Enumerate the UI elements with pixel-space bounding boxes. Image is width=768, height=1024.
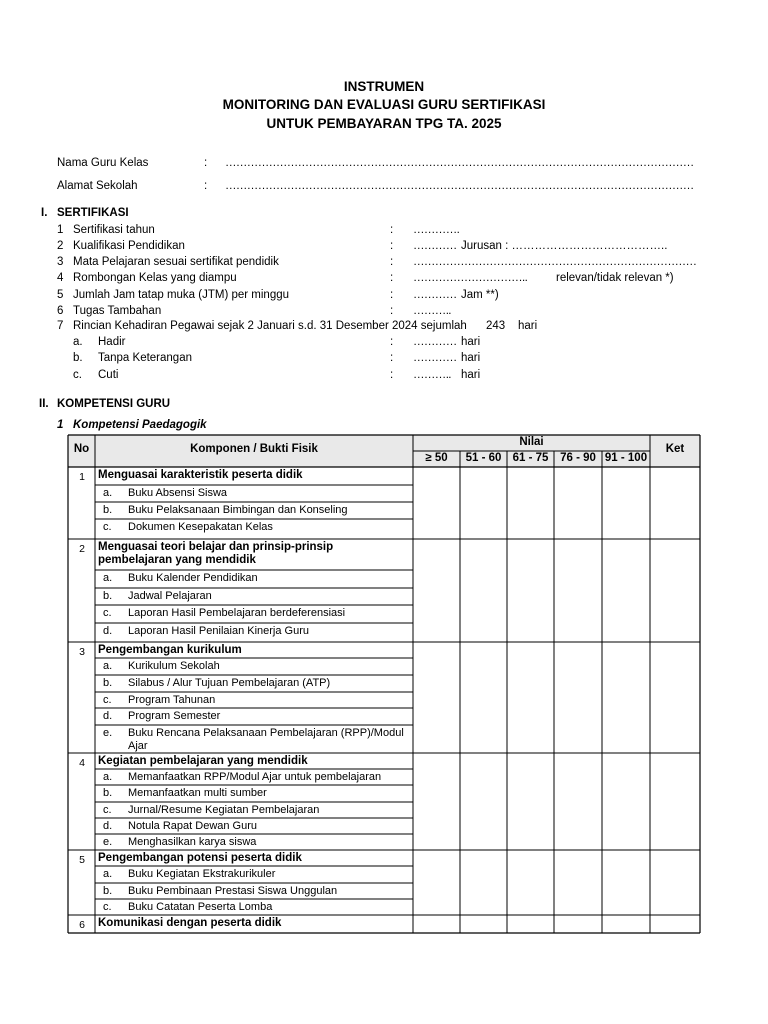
item-label: Tanpa Keterangan: [98, 352, 192, 364]
item-blank[interactable]: …………: [413, 336, 457, 348]
table-group-title: Komunikasi dengan peserta didik: [98, 917, 282, 929]
evidence-row: [103, 787, 411, 804]
item-label: Cuti: [98, 369, 119, 381]
item-colon: :: [390, 224, 394, 236]
section-number: I.: [41, 207, 48, 219]
item-number: 1: [57, 224, 64, 236]
item-blank[interactable]: ………..: [413, 305, 451, 317]
item-number: 4: [57, 272, 64, 284]
evidence-row: [103, 771, 411, 787]
evidence-row: [103, 868, 411, 885]
item-unit: hari: [461, 369, 481, 381]
header-ket: Ket: [665, 443, 685, 455]
evidence-label: Buku Rencana Pelaksanaan Pembelajaran (RPP)/Modul Ajar: [128, 727, 404, 752]
evidence-letter: e.: [103, 836, 113, 848]
header-no: No: [73, 443, 90, 455]
table-row-number: 1: [79, 471, 85, 483]
field-label: Alamat Sekolah: [57, 180, 138, 192]
evidence-row: [103, 836, 411, 852]
evidence-label: Buku Kegiatan Ekstrakurikuler: [128, 868, 276, 880]
evidence-label: Notula Rapat Dewan Guru: [128, 820, 258, 832]
header-nilai: Nilai: [519, 436, 544, 448]
header-range: 76 - 90: [560, 452, 596, 464]
evidence-label: Dokumen Kesepakatan Kelas: [128, 521, 273, 533]
table-group-title: Menguasai karakteristik peserta didik: [98, 469, 303, 481]
table-row-number: 4: [79, 757, 85, 769]
evidence-row: [103, 660, 411, 677]
evidence-label: Jurnal/Resume Kegiatan Pembelajaran: [128, 804, 320, 816]
section-title: SERTIFIKASI: [57, 207, 129, 219]
evidence-label: Program Tahunan: [128, 694, 216, 706]
item-label: Jumlah Jam tatap muka (JTM) per minggu: [73, 289, 290, 301]
header-range: 61 - 75: [512, 452, 549, 464]
evidence-letter: c.: [103, 804, 112, 816]
evidence-label: Program Semester: [128, 710, 221, 722]
evidence-row: [103, 727, 411, 756]
evidence-row: [103, 901, 411, 918]
evidence-row: [103, 590, 411, 607]
evidence-row: [103, 504, 411, 521]
item-letter: a.: [73, 336, 83, 348]
item-blank[interactable]: ………….: [413, 224, 460, 236]
table-group-title: Pengembangan potensi peserta didik: [98, 852, 302, 864]
field-colon: :: [204, 157, 208, 169]
item-colon: :: [390, 272, 394, 284]
evidence-row: [103, 804, 411, 820]
item-number: 5: [57, 289, 64, 301]
evidence-label: Laporan Hasil Penilaian Kinerja Guru: [128, 625, 309, 637]
subsection-number: 1: [57, 419, 64, 431]
field-blank[interactable]: …………………………………………………………………………………………………………………: [225, 180, 694, 192]
evidence-row: [103, 572, 411, 590]
item-number: 7: [57, 320, 64, 332]
header-range: 51 - 60: [465, 452, 502, 464]
item-number: 3: [57, 256, 64, 268]
document-subtitle-year: UNTUK PEMBAYARAN TPG TA. 2025: [266, 116, 502, 131]
evidence-label: Buku Pembinaan Prestasi Siswa Unggulan: [128, 885, 338, 897]
item-unit: Jam **): [461, 289, 499, 301]
evidence-letter: d.: [103, 820, 113, 832]
table-row-number: 5: [79, 854, 85, 866]
evidence-letter: b.: [103, 885, 113, 897]
header-range: ≥ 50: [425, 452, 448, 464]
table-group-title: Pengembangan kurikulum: [98, 644, 242, 656]
table-row-number: 6: [79, 919, 85, 931]
evidence-letter: a.: [103, 771, 113, 783]
item-unit: hari: [461, 352, 481, 364]
item-colon: :: [390, 336, 394, 348]
document-subtitle: MONITORING DAN EVALUASI GURU SERTIFIKASI: [222, 97, 546, 112]
item-number: 2: [57, 240, 64, 252]
field-blank[interactable]: …………………………………………………………………………………………………………………: [225, 157, 694, 169]
evidence-label: Memanfaatkan RPP/Modul Ajar untuk pembelajaran: [128, 771, 382, 783]
table-group-title: Kegiatan pembelajaran yang mendidik: [98, 755, 308, 767]
evidence-row: [103, 487, 411, 504]
evidence-row: [103, 521, 411, 539]
item-unit: hari: [461, 336, 481, 348]
table-row-number: 3: [79, 646, 85, 658]
item-colon: :: [390, 240, 394, 252]
evidence-letter: c.: [103, 901, 112, 913]
evidence-label: Jadwal Pelajaran: [128, 590, 212, 602]
table-group-title: Menguasai teori belajar dan prinsip-prinsip pembelajaran yang mendidik: [98, 541, 334, 566]
section-title: KOMPETENSI GURU: [57, 398, 171, 410]
item-colon: :: [390, 369, 394, 381]
evidence-letter: b.: [103, 590, 113, 602]
item-blank[interactable]: …………………………..: [413, 272, 528, 284]
evidence-label: Laporan Hasil Pembelajaran berdeferensiasi: [128, 607, 346, 619]
evidence-letter: b.: [103, 677, 113, 689]
evidence-letter: b.: [103, 787, 113, 799]
header-component: Komponen / Bukti Fisik: [190, 443, 318, 455]
item-letter: c.: [73, 369, 82, 381]
evidence-letter: b.: [103, 504, 113, 516]
item-letter: b.: [73, 352, 83, 364]
section-number: II.: [39, 398, 49, 410]
evidence-row: [103, 710, 411, 727]
evidence-row: [103, 607, 411, 625]
item-colon: :: [390, 352, 394, 364]
attendance-total-days: 243: [486, 320, 506, 332]
evidence-label: Menghasilkan karya siswa: [128, 836, 257, 848]
evidence-label: Kurikulum Sekolah: [128, 660, 220, 672]
item-blank[interactable]: …………: [413, 352, 457, 364]
item-colon: :: [390, 256, 394, 268]
item-blank[interactable]: …………: [413, 240, 457, 252]
evidence-letter: a.: [103, 660, 113, 672]
evidence-letter: c.: [103, 521, 112, 533]
item-unit: hari: [518, 320, 538, 332]
item-colon: :: [390, 305, 394, 317]
item-label: Kualifikasi Pendidikan: [73, 240, 185, 252]
item-label: Sertifikasi tahun: [73, 224, 155, 236]
item-blank[interactable]: ……………………………………………………………………: [413, 256, 697, 268]
evidence-row: [103, 694, 411, 710]
item-blank[interactable]: ………..: [413, 369, 451, 381]
evidence-row: [103, 625, 411, 642]
evidence-letter: a.: [103, 487, 113, 499]
evidence-letter: a.: [103, 868, 113, 880]
evidence-label: Buku Kalender Pendidikan: [128, 572, 258, 584]
evidence-row: [103, 677, 411, 694]
evidence-letter: a.: [103, 572, 113, 584]
header-range: 91 - 100: [604, 452, 648, 464]
item-colon: :: [390, 289, 394, 301]
table-row-number: 2: [79, 543, 85, 555]
evidence-label: Buku Absensi Siswa: [128, 487, 228, 499]
item-label: Rincian Kehadiran Pegawai sejak 2 Januari s.d. 31 Desember 2024 sejumlah: [73, 320, 467, 332]
item-relevance-note: relevan/tidak relevan *): [556, 272, 674, 284]
evidence-row: [103, 885, 411, 901]
subsection-title: Kompetensi Paedagogik: [73, 419, 207, 431]
item-label: Mata Pelajaran sesuai sertifikat pendidik: [73, 256, 279, 268]
evidence-letter: d.: [103, 625, 113, 637]
document-title: INSTRUMEN: [343, 79, 425, 94]
evidence-row: [103, 820, 411, 836]
field-colon: :: [204, 180, 208, 192]
item-label: Hadir: [98, 336, 126, 348]
evidence-letter: c.: [103, 694, 112, 706]
item-label: Tugas Tambahan: [73, 305, 162, 317]
evidence-letter: d.: [103, 710, 113, 722]
evidence-label: Buku Pelaksanaan Bimbingan dan Konseling: [128, 504, 348, 516]
evidence-label: Silabus / Alur Tujuan Pembelajaran (ATP): [128, 677, 331, 689]
evidence-letter: e.: [103, 727, 113, 739]
item-number: 6: [57, 305, 64, 317]
field-label: Nama Guru Kelas: [57, 157, 149, 169]
item-blank[interactable]: …………: [413, 289, 457, 301]
evidence-label: Memanfaatkan multi sumber: [128, 787, 267, 799]
evidence-label: Buku Catatan Peserta Lomba: [128, 901, 273, 913]
item-jurusan[interactable]: Jurusan : …………………………………..: [461, 240, 668, 252]
item-label: Rombongan Kelas yang diampu: [73, 272, 237, 284]
evidence-letter: c.: [103, 607, 112, 619]
